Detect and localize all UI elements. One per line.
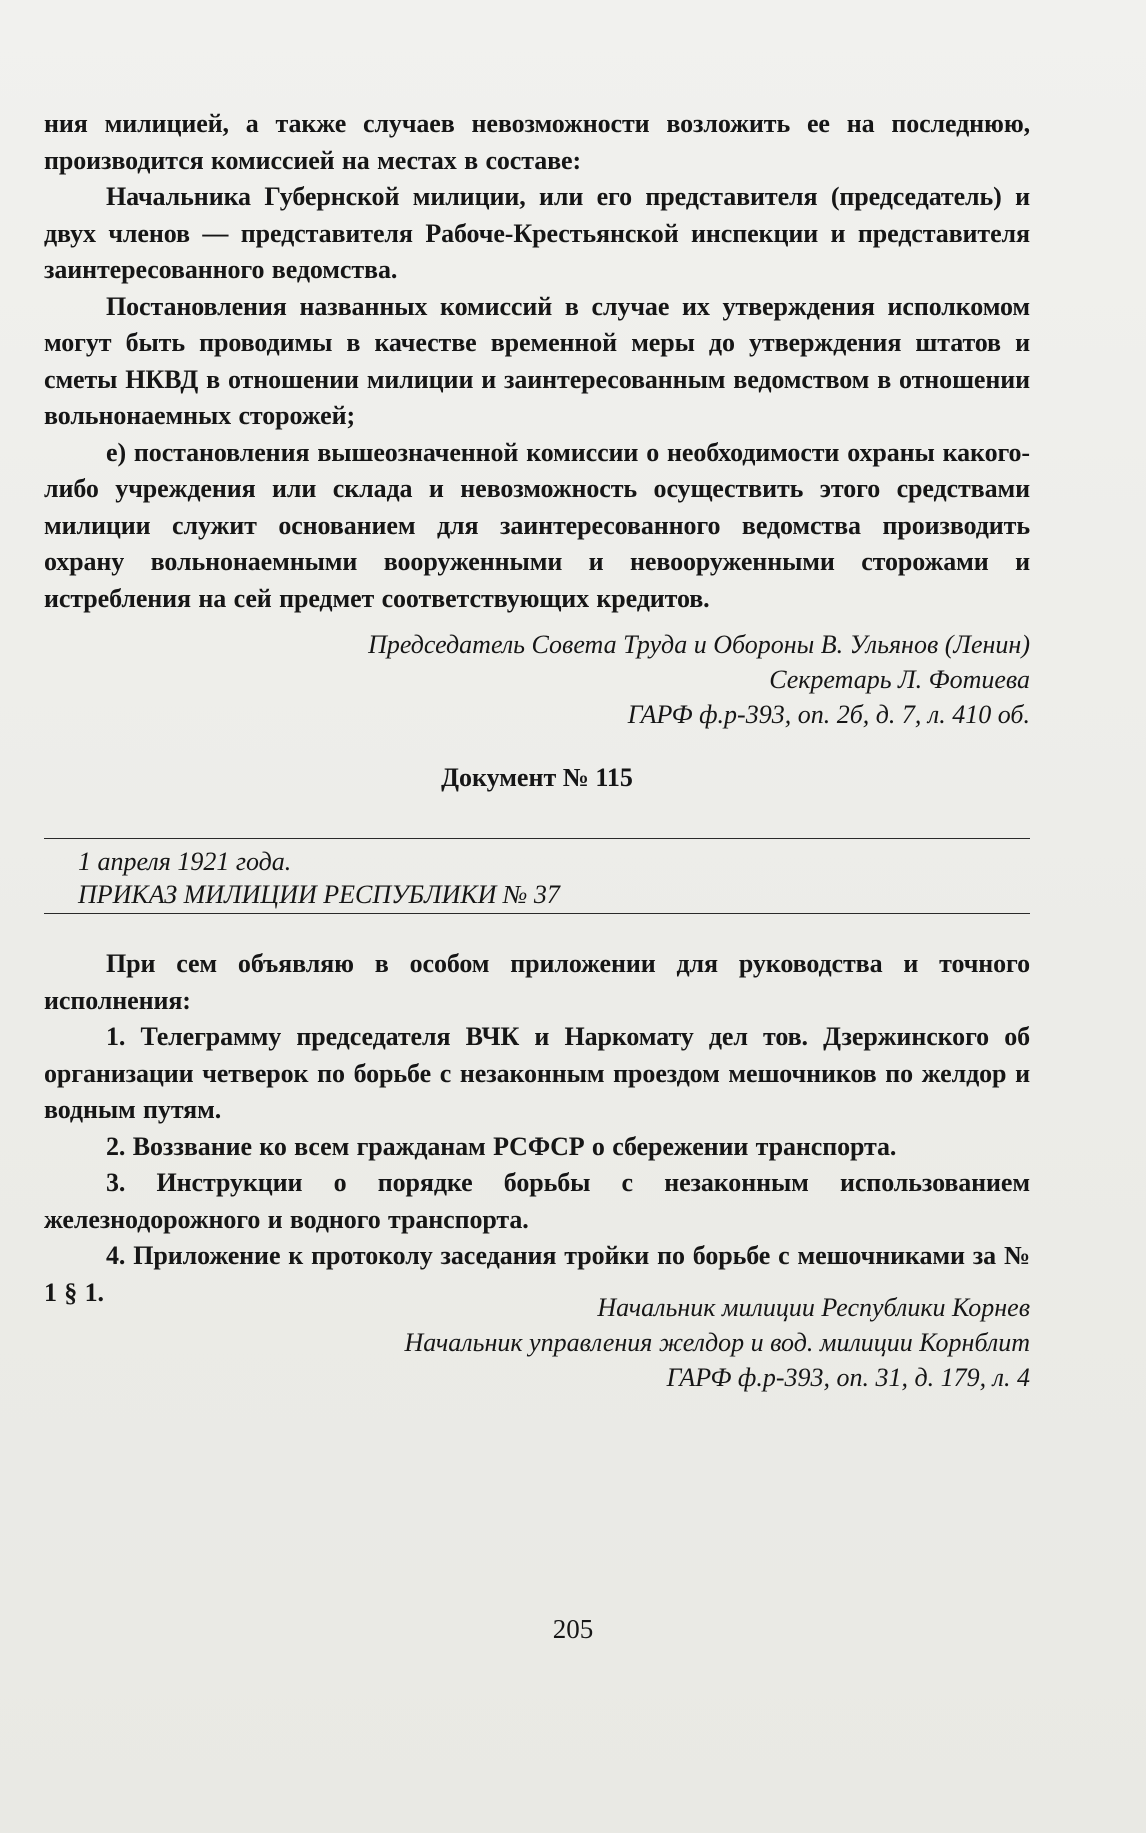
paragraph-commission-resolutions: Постановления названных комиссий в случае их утверждения исполкомом могут быть проводимы в качестве временной меры до утверждения штатов и сметы НКВД в отношении милиции и заинтересованным ведомством в отношении вольнонаемных сторожей; <box>44 291 1030 430</box>
page-number: 205 <box>552 1614 594 1644</box>
paragraph-intro: При сем объявляю в особом приложении для руководства и точного исполнения: <box>44 949 1030 1015</box>
header-top-rule <box>44 838 1030 839</box>
archive-reference: ГАРФ ф.р-393, оп. 2б, д. 7, л. 410 об. <box>627 700 1030 729</box>
top-signatures <box>44 627 1030 732</box>
signature-secretary: Секретарь Л. Фотиева <box>769 665 1030 694</box>
signature-chairman: Председатель Совета Труда и Обороны В. Ульянов (Ленин) <box>368 630 1030 659</box>
list-item-2: 2. Воззвание ко всем гражданам РСФСР о сбережении транспорта. <box>106 1131 897 1161</box>
paragraph-item-e: е) постановления вышеозначенной комиссии о необходимости охраны какого-либо учреждения или склада и невозможность осуществить этого средствами милиции служит основанием для заинтересованного ведомства производить охрану вольнонаемными вооруженными и невооруженными сторожами и истребления на сей предмет соответствующих кредитов. <box>44 437 1030 613</box>
order-title: ПРИКАЗ МИЛИЦИИ РЕСПУБЛИКИ № 37 <box>78 880 560 909</box>
list-item-1: 1. Телеграмму председателя ВЧК и Наркомату дел тов. Дзержинского об организации четверок по борьбе с незаконным проездом мешочников по желдор и водным путям. <box>44 1022 1030 1124</box>
paragraph-continuation: ния милицией, а также случаев невозможности возложить ее на последнюю, производится комиссией на местах в составе: <box>44 109 1030 175</box>
document-title-block <box>44 760 1030 796</box>
header-bottom-rule <box>44 913 1030 914</box>
signature-railway-militia-chief: Начальник управления желдор и вод. милиции Корнблит <box>404 1328 1030 1357</box>
list-item-3: 3. Инструкции о порядке борьбы с незаконным использованием железнодорожного и водного транспорта. <box>44 1168 1030 1234</box>
document-body <box>44 946 1030 1311</box>
archive-reference-115: ГАРФ ф.р-393, оп. 31, д. 179, л. 4 <box>666 1363 1030 1392</box>
paragraph-commission-members: Начальника Губернской милиции, или его представителя (председатель) и двух членов — представителя Рабоче-Крестьянской инспекции и представителя заинтересованного ведомства. <box>44 182 1030 284</box>
document-title: Документ № 115 <box>441 763 633 792</box>
signature-militia-chief: Начальник милиции Республики Корнев <box>597 1293 1030 1322</box>
document-date: 1 апреля 1921 года. <box>78 847 292 876</box>
document-signatures <box>44 1290 1030 1395</box>
list-item-4: 4. Приложение к протоколу заседания тройки по борьбе с мешочниками за № 1 § 1. <box>44 1241 1030 1307</box>
top-section <box>44 106 1030 617</box>
document-header <box>44 838 1030 914</box>
